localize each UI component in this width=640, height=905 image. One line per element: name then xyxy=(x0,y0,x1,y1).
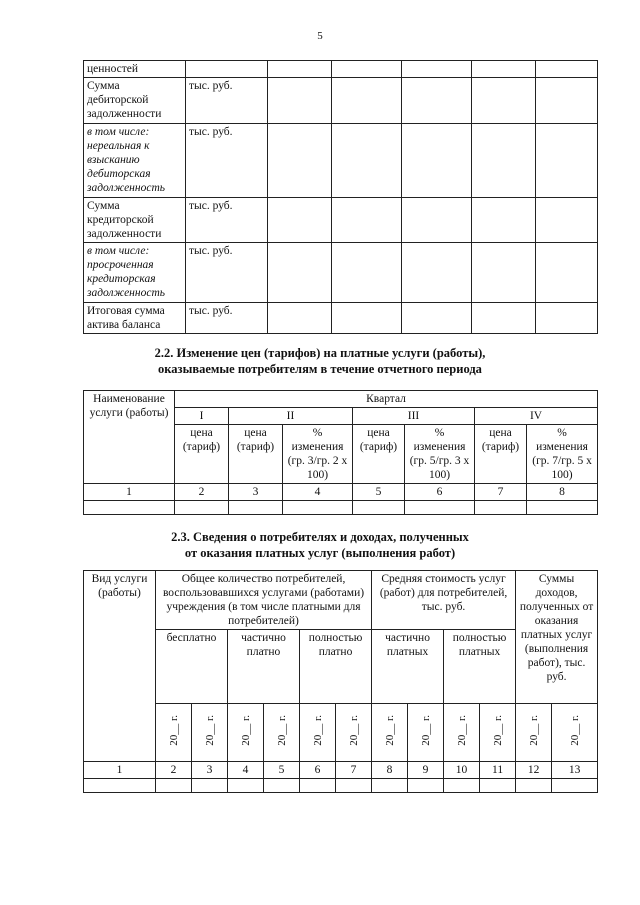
column-number: 11 xyxy=(480,762,516,779)
row-name: в том числе: просроченная кредиторская задолженность xyxy=(84,243,186,303)
column-number: 13 xyxy=(552,762,598,779)
page-number: 5 xyxy=(317,30,323,42)
pct-label: % изменения (гр. 3/гр. 2 х 100) xyxy=(283,425,353,484)
average-cost-header: Средняя стоимость услуг (работ) для потребителей, тыс. руб. xyxy=(372,571,516,630)
sub-avg-partial: частично платных xyxy=(372,630,444,704)
column-number: 8 xyxy=(372,762,408,779)
table-row xyxy=(84,124,598,198)
row-name: Сумма кредиторской задолженности xyxy=(84,198,186,243)
row-unit: тыс. руб. xyxy=(186,78,268,124)
column-number: 1 xyxy=(84,484,175,501)
column-number: 3 xyxy=(229,484,283,501)
sub-free: бесплатно xyxy=(156,630,228,704)
column-number: 1 xyxy=(84,762,156,779)
service-type-header: Вид услуги (работы) xyxy=(84,571,156,762)
year-label: 20__ г. xyxy=(527,715,540,746)
table-row xyxy=(84,779,598,793)
column-numbers-row xyxy=(84,484,598,501)
row-unit xyxy=(186,61,268,78)
section-2-2-heading-line2: оказываемые потребителям в течение отчетного периода xyxy=(158,362,482,376)
year-label: 20__ г. xyxy=(239,715,252,746)
row-unit: тыс. руб. xyxy=(186,243,268,303)
quarter-2: II xyxy=(229,408,353,425)
price-change-table xyxy=(83,390,598,515)
price-label: цена (тариф) xyxy=(229,425,283,484)
column-number: 7 xyxy=(475,484,527,501)
column-number: 8 xyxy=(527,484,598,501)
table-row xyxy=(84,243,598,303)
column-numbers-row xyxy=(84,762,598,779)
column-number: 3 xyxy=(192,762,228,779)
income-header: Суммы доходов, полученных от оказания платных услуг (выполнения работ), тыс. руб. xyxy=(516,571,598,704)
column-number: 6 xyxy=(300,762,336,779)
quarter-header: Квартал xyxy=(175,391,598,408)
service-name-header: Наименование услуги (работы) xyxy=(84,391,175,484)
column-number: 6 xyxy=(405,484,475,501)
quarter-3: III xyxy=(353,408,475,425)
quarter-4: IV xyxy=(475,408,598,425)
price-label: цена (тариф) xyxy=(175,425,229,484)
sub-full: полностью платно xyxy=(300,630,372,704)
column-number: 9 xyxy=(408,762,444,779)
column-number: 4 xyxy=(283,484,353,501)
year-label: 20__ г. xyxy=(203,715,216,746)
year-label: 20__ г. xyxy=(167,715,180,746)
year-label: 20__ г. xyxy=(419,715,432,746)
year-label: 20__ г. xyxy=(311,715,324,746)
section-2-3-heading-line2: от оказания платных услуг (выполнения работ) xyxy=(184,546,456,560)
column-number: 2 xyxy=(175,484,229,501)
row-name: в том числе: нереальная к взысканию дебиторская задолженность xyxy=(84,124,186,198)
table-row xyxy=(84,198,598,243)
year-label: 20__ г. xyxy=(347,715,360,746)
pct-label: % изменения (гр. 5/гр. 3 х 100) xyxy=(405,425,475,484)
column-number: 4 xyxy=(228,762,264,779)
price-label: цена (тариф) xyxy=(475,425,527,484)
year-label: 20__ г. xyxy=(455,715,468,746)
table-row xyxy=(84,78,598,124)
sub-partial: частично платно xyxy=(228,630,300,704)
table-row xyxy=(84,303,598,334)
row-name: Итоговая сумма актива баланса xyxy=(84,303,186,334)
section-2-3-heading-line1: 2.3. Сведения о потребителях и доходах, полученных xyxy=(171,530,469,544)
year-label: 20__ г. xyxy=(491,715,504,746)
row-name: ценностей xyxy=(84,61,186,78)
table-row xyxy=(84,501,598,515)
column-number: 5 xyxy=(264,762,300,779)
balance-table xyxy=(83,60,598,334)
sub-avg-full: полностью платных xyxy=(444,630,516,704)
row-unit: тыс. руб. xyxy=(186,303,268,334)
column-number: 12 xyxy=(516,762,552,779)
column-number: 10 xyxy=(444,762,480,779)
price-label: цена (тариф) xyxy=(353,425,405,484)
consumers-income-table xyxy=(83,570,598,793)
year-label: 20__ г. xyxy=(568,715,581,746)
row-unit: тыс. руб. xyxy=(186,124,268,198)
section-2-2-heading-line1: 2.2. Изменение цен (тарифов) на платные услуги (работы), xyxy=(154,346,486,360)
row-unit: тыс. руб. xyxy=(186,198,268,243)
pct-label: % изменения (гр. 7/гр. 5 х 100) xyxy=(527,425,598,484)
row-name: Сумма дебиторской задолженности xyxy=(84,78,186,124)
year-label: 20__ г. xyxy=(383,715,396,746)
table-row xyxy=(84,61,598,78)
quarter-1: I xyxy=(175,408,229,425)
year-label: 20__ г. xyxy=(275,715,288,746)
consumers-count-header: Общее количество потребителей, воспользовавшихся услугами (работами) учреждения (в том числе платными для потребителей) xyxy=(156,571,372,630)
column-number: 2 xyxy=(156,762,192,779)
column-number: 7 xyxy=(336,762,372,779)
column-number: 5 xyxy=(353,484,405,501)
